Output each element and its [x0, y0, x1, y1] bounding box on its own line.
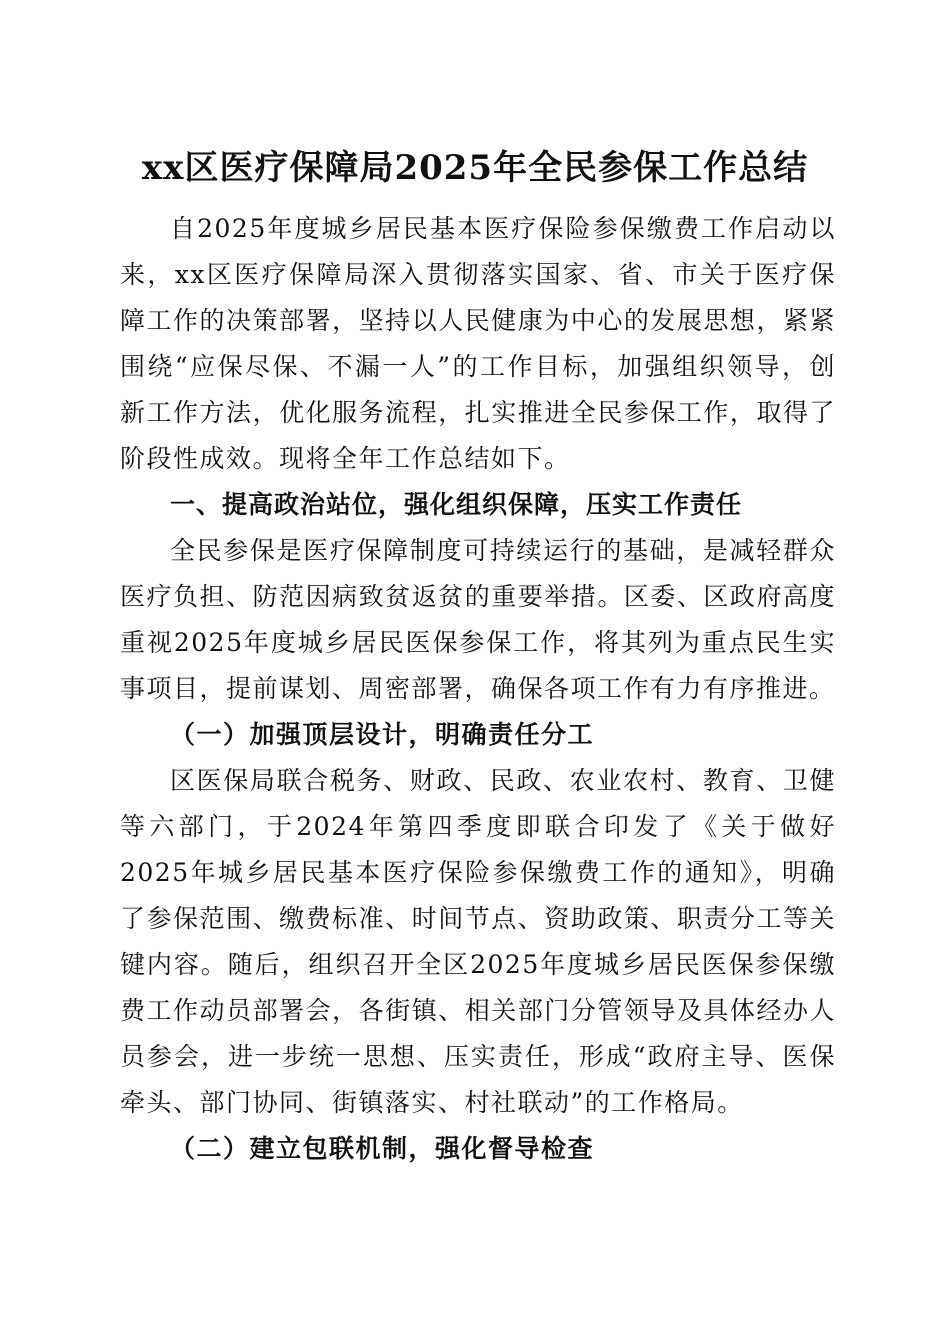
section-1-paragraph: 全民参保是医疗保障制度可持续运行的基础，是减轻群众医疗负担、防范因病致贫返贫的重要举措。区委、区政府高度重视2025年度城乡居民医保参保工作，将其列为重点民生实事项目，提前谋划、周密部署，确保各项工作有力有序推进。 — [120, 536, 836, 703]
subsection-2-heading: （二）建立包联机制，强化督导检查 — [170, 1134, 595, 1163]
subsection-1-paragraph: 区医保局联合税务、财政、民政、农业农村、教育、卫健等六部门，于2024年第四季度即联合印发了《关于做好2025年城乡居民基本医疗保险参保缴费工作的通知》，明确了参保范围、缴费标准、时间节点、资助政策、职责分工等关键内容。随后，组织召开全区2025年度城乡居民医保参保缴费工作动员部署会，各街镇、相关部门分管领导及具体经办人员参会，进一步统一思想、压实责任，形成“政府主导、医保牵头、部门协同、街镇落实、村社联动”的工作格局。 — [120, 766, 836, 1117]
document-title: xx区医疗保障局2025年全民参保工作总结 — [141, 148, 809, 188]
document-body — [120, 206, 836, 1172]
subsection-1-heading: （一）加强顶层设计，明确责任分工 — [170, 720, 595, 749]
intro-paragraph: 自2025年度城乡居民基本医疗保险参保缴费工作启动以来，xx区医疗保障局深入贯彻落实国家、省、市关于医疗保障工作的决策部署，坚持以人民健康为中心的发展思想，紧紧围绕“应保尽保、不漏一人”的工作目标，加强组织领导，创新工作方法，优化服务流程，扎实推进全民参保工作，取得了阶段性成效。现将全年工作总结如下。 — [120, 214, 836, 473]
section-1-heading: 一、提高政治站位，强化组织保障，压实工作责任 — [170, 490, 743, 519]
